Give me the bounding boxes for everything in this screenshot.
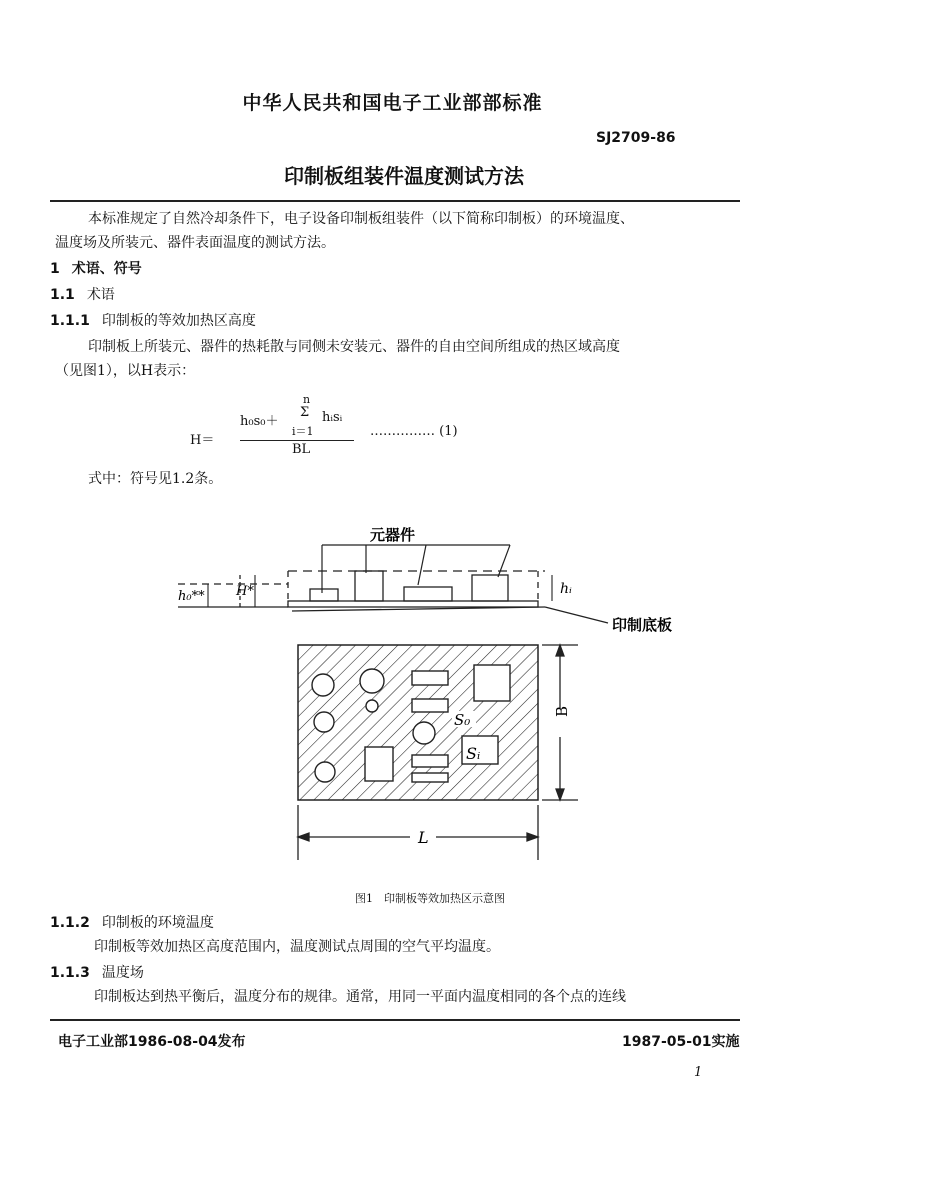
label-hi: hᵢ bbox=[560, 581, 572, 597]
section-title: 印制板的环境温度 bbox=[101, 915, 214, 931]
standard-code: SJ2709-86 bbox=[596, 130, 676, 146]
label-B: B bbox=[553, 705, 571, 717]
document-title: 印制板组装件温度测试方法 bbox=[284, 164, 524, 188]
fraction-bar bbox=[240, 440, 354, 441]
section-1-1-2-heading bbox=[50, 912, 214, 934]
effective-date: 1987-05-01实施 bbox=[622, 1034, 740, 1050]
formula-lhs: H＝ bbox=[190, 433, 215, 448]
title-rule bbox=[50, 200, 740, 202]
page-number: 1 bbox=[694, 1065, 703, 1080]
label-si: Sᵢ bbox=[466, 744, 481, 763]
section-1-1-heading bbox=[50, 284, 115, 306]
section-title: 印制板的等效加热区高度 bbox=[101, 313, 256, 329]
formula-number: …………… (1) bbox=[370, 424, 458, 439]
section-number: 1.1 bbox=[50, 287, 75, 303]
definition-line-1: 印制板上所装元、器件的热耗散与同侧未安装元、器件的自由空间所组成的热区域高度 bbox=[88, 339, 620, 355]
standard-issuer: 中华人民共和国电子工业部部标准 bbox=[242, 92, 543, 114]
section-1-1-1-heading bbox=[50, 310, 256, 332]
label-board: 印制底板 bbox=[612, 616, 673, 634]
formula-denominator: BL bbox=[292, 442, 311, 457]
section-number: 1 bbox=[50, 261, 60, 277]
section-title: 术语 bbox=[86, 287, 115, 303]
section-number: 1.1.1 bbox=[50, 313, 90, 329]
formula-note: 式中：符号见1.2条。 bbox=[88, 471, 223, 487]
issue-date: 电子工业部1986-08-04发布 bbox=[58, 1034, 246, 1050]
formula-numerator-term: h₀s₀＋ bbox=[240, 414, 279, 429]
formula-sum-symbol: Σ bbox=[300, 405, 310, 420]
formula-sum-lower: i＝1 bbox=[292, 425, 314, 438]
section-1-heading bbox=[50, 258, 142, 280]
section-1-1-3-heading bbox=[50, 962, 144, 984]
section-title: 术语、符号 bbox=[71, 261, 142, 277]
section-title: 温度场 bbox=[101, 965, 144, 981]
dimension-B bbox=[542, 645, 578, 800]
section-number: 1.1.3 bbox=[50, 965, 90, 981]
figure-caption: 图1 印制板等效加热区示意图 bbox=[355, 892, 505, 905]
label-s0: S₀ bbox=[454, 711, 471, 729]
intro-line-2: 温度场及所装元、器件表面温度的测试方法。 bbox=[55, 235, 335, 251]
figure-1 bbox=[160, 515, 700, 870]
label-h0: h₀** bbox=[178, 589, 205, 604]
label-components: 元器件 bbox=[370, 526, 416, 544]
formula-sum-term: hᵢsᵢ bbox=[322, 410, 343, 425]
component-leader-lines bbox=[322, 545, 510, 593]
label-L: L bbox=[418, 828, 429, 847]
label-H: H* bbox=[236, 584, 254, 599]
footer-rule bbox=[50, 1019, 740, 1021]
section-1-1-2-body: 印制板等效加热区高度范围内，温度测试点周围的空气平均温度。 bbox=[94, 939, 500, 955]
formula-sum-upper: n bbox=[303, 393, 311, 406]
section-1-1-3-body: 印制板达到热平衡后，温度分布的规律。通常，用同一平面内温度相同的各个点的连线 bbox=[94, 989, 626, 1005]
intro-line-1: 本标准规定了自然冷却条件下，电子设备印制板组装件（以下简称印制板）的环境温度、 bbox=[88, 211, 634, 227]
definition-line-2: （见图1），以H表示： bbox=[55, 363, 196, 379]
section-number: 1.1.2 bbox=[50, 915, 90, 931]
